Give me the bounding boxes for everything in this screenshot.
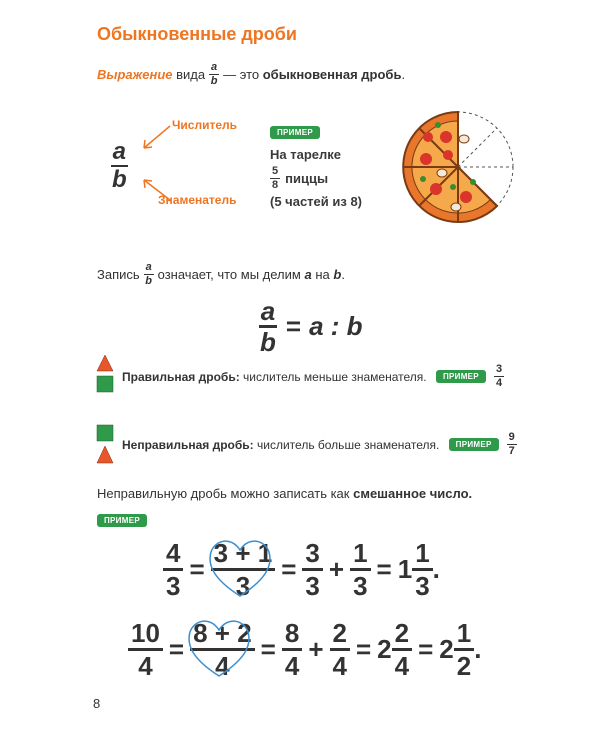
eq1-fraction (412, 540, 432, 599)
math-token: + (328, 554, 345, 584)
math-token: Неправильную дробь можно записать как (97, 486, 350, 501)
improper-text: числитель больше знаменателя. (257, 437, 440, 452)
division-text: означает, что мы делим (157, 267, 301, 282)
math-token: 7 (508, 445, 515, 457)
math-token: a (145, 261, 152, 273)
improper-example-fraction (507, 432, 517, 457)
heart-outline (184, 616, 254, 682)
math-token: смешанное число. (353, 486, 473, 501)
example1-block (270, 124, 362, 209)
division-prefix: Запись (97, 267, 140, 282)
math-token: 4 (284, 651, 300, 681)
eq2-whole: 2 (439, 634, 454, 664)
math-token: b (333, 267, 342, 282)
example1-line1: На тарелке (270, 147, 341, 162)
example1-line2: пиццы (285, 171, 329, 186)
eq2-fraction (128, 620, 163, 679)
eq2-fraction (454, 620, 474, 679)
math-token: + (308, 634, 324, 664)
eq2-split-fraction (190, 620, 255, 679)
math-token: = (285, 311, 302, 341)
example-badge: ПРИМЕР (449, 438, 499, 451)
page-title: Обыкновенные дроби (97, 24, 297, 44)
math-token: = (168, 634, 185, 664)
pizza-illustration (395, 106, 525, 228)
eq1-whole: 1 (397, 554, 413, 584)
eq2-fraction (330, 620, 350, 679)
math-token: 8 + 2 (190, 620, 255, 651)
intro-bold: обыкновенная дробь (262, 67, 402, 82)
math-token: 4 (394, 651, 410, 681)
improper-rule (122, 432, 517, 457)
math-token: на (315, 267, 330, 282)
proper-label: Правильная дробь: (122, 369, 240, 384)
math-token: 4 (332, 651, 347, 681)
math-token: . (474, 634, 482, 664)
math-token: 5 (272, 165, 279, 177)
eq2-fraction (392, 620, 412, 679)
math-token: . (401, 67, 406, 82)
math-token: 4 (215, 651, 230, 681)
math-token: 10 (128, 620, 163, 651)
intro-word: вида (176, 67, 206, 82)
intro-text: это (239, 67, 260, 82)
math-token: b (112, 166, 127, 193)
improper-label: Неправильная дробь: (122, 437, 254, 452)
math-token: = (260, 634, 276, 664)
math-token: 3 (302, 540, 322, 571)
math-token: 3 (166, 571, 181, 601)
example1-line3: (5 частей из 8) (270, 194, 363, 209)
denominator-label: Знаменатель (158, 193, 237, 207)
math-token: 2 (456, 651, 472, 681)
eq1-fraction (302, 540, 322, 599)
numerator-label: Числитель (172, 118, 238, 132)
equation-2 (128, 620, 481, 679)
math-token: = (281, 554, 297, 584)
eq1-fraction (163, 540, 183, 599)
math-token: 3 (305, 571, 320, 601)
math-token: 1 (454, 620, 474, 651)
math-token: 3 (235, 571, 251, 601)
example-badge: ПРИМЕР (436, 370, 486, 383)
eq2-whole: 2 (377, 634, 392, 664)
eq1-fraction (350, 540, 370, 599)
math-token: . (432, 554, 440, 584)
math-token: b (145, 275, 153, 287)
math-token: 2 (330, 620, 350, 651)
math-token: 9 (508, 431, 515, 443)
math-token: 1 (412, 540, 432, 571)
proper-rule (122, 364, 504, 389)
math-token: 4 (138, 651, 153, 681)
division-line (97, 262, 345, 287)
formula-fraction (258, 298, 278, 355)
math-token: a (211, 61, 218, 73)
math-token: b (260, 327, 276, 357)
math-token: a (112, 138, 127, 165)
fraction-diagram (110, 140, 129, 192)
math-token: 4 (163, 540, 183, 571)
improper-icon (96, 424, 114, 471)
example-badge: ПРИМЕР (270, 126, 320, 139)
example1-fraction (270, 166, 280, 191)
math-token: 2 (392, 620, 412, 651)
math-token: 3 + 1 (211, 540, 276, 571)
math-token: 8 (282, 620, 302, 651)
formula-rhs: a : b (309, 311, 363, 341)
heart-outline (205, 536, 275, 602)
math-token: . (341, 267, 345, 282)
division-fraction (143, 262, 154, 287)
math-token: 3 (495, 363, 503, 375)
math-token: = (376, 554, 392, 584)
math-token: 3 (415, 571, 430, 601)
example-badge: ПРИМЕР (97, 514, 147, 527)
math-token: a (304, 267, 312, 282)
math-token: 4 (495, 377, 503, 389)
math-token: = (189, 554, 205, 584)
proper-example-fraction (494, 364, 504, 389)
eq2-fraction (282, 620, 302, 679)
mixed-intro (97, 486, 472, 501)
math-token: 1 (350, 540, 370, 571)
math-token: = (418, 634, 434, 664)
math-token: b (210, 75, 218, 87)
intro-fraction (209, 62, 220, 87)
proper-text: числитель меньше знаменателя. (243, 369, 427, 384)
equation-1 (163, 540, 440, 599)
intro-line (97, 62, 405, 87)
math-token: a (260, 296, 276, 326)
diagram-fraction (110, 140, 129, 192)
intro-dash: — (223, 67, 237, 82)
term-label: Выражение (97, 67, 173, 82)
math-token: 8 (272, 179, 279, 191)
eq1-split-fraction (211, 540, 276, 599)
example2-badge-wrap (97, 512, 147, 530)
page-number: 8 (93, 696, 101, 711)
proper-icon (96, 354, 114, 399)
math-token: 3 (353, 571, 368, 601)
math-token: = (355, 634, 372, 664)
division-formula (258, 298, 363, 355)
